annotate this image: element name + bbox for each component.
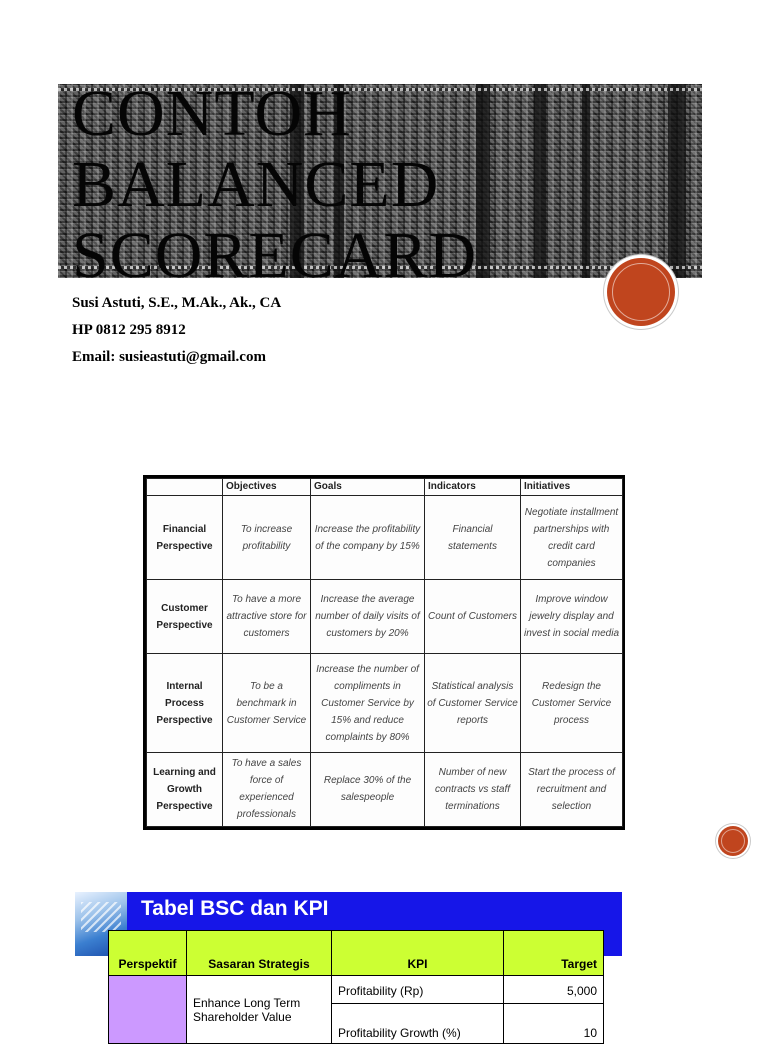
bsc-indicator: Number of new contracts vs staff terminations [425, 752, 521, 826]
bsc-objective: To increase profitability [223, 496, 311, 580]
page-title [72, 78, 477, 291]
kpi-sasaran-cell: Enhance Long Term Shareholder Value [187, 976, 332, 1044]
bsc-row-customer [147, 580, 623, 654]
bsc-perspective: Customer Perspective [147, 580, 223, 654]
bsc-indicator: Statistical analysis of Customer Service reports [425, 654, 521, 752]
kpi-name-cell: Profitability (Rp) [332, 976, 504, 1004]
bsc-goal: Increase the profitability of the company by 15% [311, 496, 425, 580]
kpi-header-sasaran: Sasaran Strategis [187, 931, 332, 976]
bsc-header-blank [147, 479, 223, 496]
author-name: Susi Astuti, S.E., M.Ak., Ak., CA [72, 295, 282, 311]
bsc-objective: To have a more attractive store for customers [223, 580, 311, 654]
author-info [72, 293, 281, 374]
bsc-header-objectives: Objectives [223, 479, 311, 496]
bsc-objective: To be a benchmark in Customer Service [223, 654, 311, 752]
bsc-header-goals: Goals [311, 479, 425, 496]
title-line-1: CONTOH [72, 77, 352, 150]
kpi-table [108, 930, 604, 1044]
decorative-circle-small [718, 826, 748, 856]
bsc-initiative: Improve window jewelry display and invest in social media [521, 580, 623, 654]
author-phone: HP 0812 295 8912 [72, 322, 186, 338]
bsc-goal: Replace 30% of the salespeople [311, 752, 425, 826]
kpi-section-title: Tabel BSC dan KPI [141, 897, 329, 920]
bsc-indicator: Financial statements [425, 496, 521, 580]
decorative-circle-large [607, 258, 675, 326]
bsc-goal: Increase the average number of daily visits of customers by 20% [311, 580, 425, 654]
kpi-header-perspektif: Perspektif [109, 931, 187, 976]
title-line-3: SCORECARD [72, 219, 478, 292]
bsc-example-table [143, 475, 625, 830]
kpi-header-target: Target [504, 931, 604, 976]
bsc-perspective: Financial Perspective [147, 496, 223, 580]
bsc-header-initiatives: Initiatives [521, 479, 623, 496]
kpi-target-cell: 5,000 [504, 976, 604, 1004]
bsc-header-row [147, 479, 623, 496]
bsc-initiative: Start the process of recruitment and selection [521, 752, 623, 826]
bsc-goal: Increase the number of compliments in Customer Service by 15% and reduce complaints by 80% [311, 654, 425, 752]
bsc-row-internal [147, 654, 623, 752]
bsc-perspective: Learning and Growth Perspective [147, 752, 223, 826]
kpi-target-cell: 10 [504, 1004, 604, 1044]
kpi-header-kpi: KPI [332, 931, 504, 976]
kpi-header-row [109, 931, 604, 976]
author-email: Email: susieastuti@gmail.com [72, 349, 266, 365]
bsc-initiative: Redesign the Customer Service process [521, 654, 623, 752]
kpi-row [109, 976, 604, 1004]
bsc-perspective: Internal Process Perspective [147, 654, 223, 752]
bsc-row-financial [147, 496, 623, 580]
bsc-objective: To have a sales force of experienced professionals [223, 752, 311, 826]
bsc-row-learning [147, 752, 623, 826]
bsc-initiative: Negotiate installment partnerships with credit card companies [521, 496, 623, 580]
title-line-2: BALANCED [72, 148, 440, 221]
kpi-perspective-cell [109, 976, 187, 1044]
bsc-header-indicators: Indicators [425, 479, 521, 496]
kpi-name-cell: Profitability Growth (%) [332, 1004, 504, 1044]
bsc-indicator: Count of Customers [425, 580, 521, 654]
